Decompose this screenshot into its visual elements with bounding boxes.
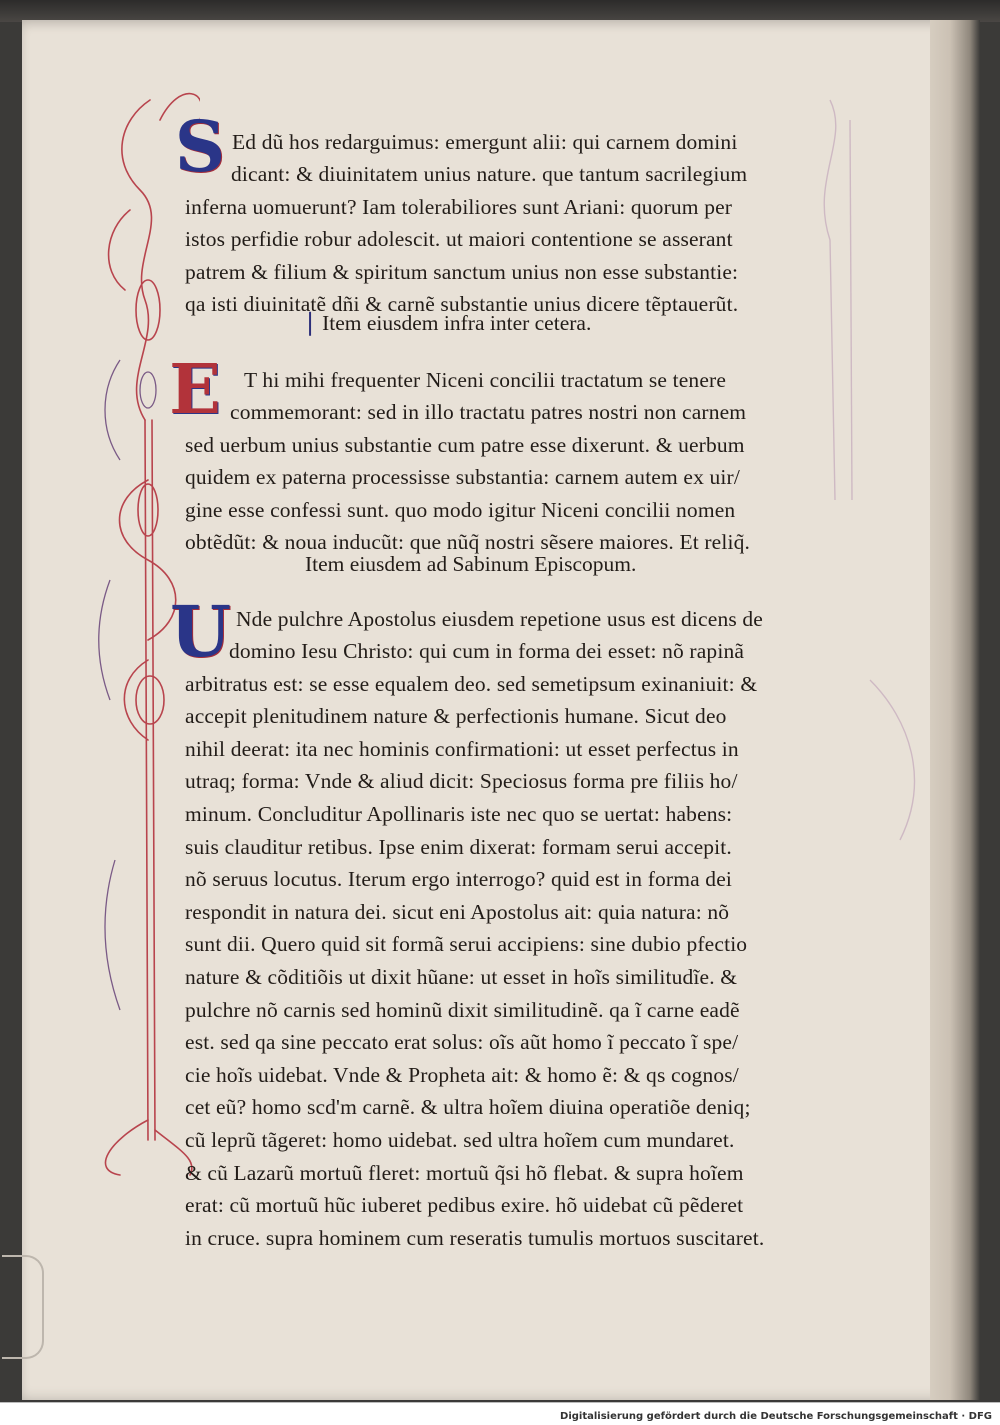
paragraph-1 bbox=[185, 158, 805, 321]
paragraph-3 bbox=[185, 635, 805, 1254]
heading-text: Item eiusdem infra inter cetera. bbox=[322, 311, 592, 335]
text-line: minum. Concluditur Apollinaris iste nec quo se uertat: habens: bbox=[185, 801, 733, 826]
text-line: & cũ Lazarũ mortuũ fleret: mortuũ q̃si hõ flebat. & supra hoĩem bbox=[185, 1160, 744, 1185]
paragraph-2-first-line bbox=[244, 364, 804, 397]
text-line: commemorant: sed in illo tractatu patres nostri non carnem bbox=[230, 400, 747, 424]
text-line: est. sed qa sine peccato erat solus: oĩs aũt homo ĩ peccato ĩ spe/ bbox=[185, 1030, 739, 1055]
text-line: cie hoĩs uidebat. Vnde & Propheta ait: & homo ẽ: & qs cognos/ bbox=[185, 1062, 739, 1087]
text-line: in cruce. supra hominem cum reseratis tumulis mortuos suscitaret. bbox=[185, 1225, 765, 1250]
text-line: obtẽdũt: & noua inducũt: que nũq̃ nostri sẽsere maiores. Et reliq̃. bbox=[185, 530, 751, 555]
text-line: dicant: & diuinitatem unius nature. que tantum sacrilegium bbox=[231, 162, 748, 186]
text-line: respondit in natura dei. sicut eni Apostolus ait: quia natura: nõ bbox=[185, 899, 730, 924]
text-line: qa isti diuinitatẽ dñi & carnẽ substantie unius dicere tẽptauerũt. bbox=[185, 292, 739, 317]
clip-impression bbox=[2, 1255, 44, 1359]
section-heading-1 bbox=[300, 308, 591, 337]
text-line: Ed dũ hos redarguimus: emergunt alii: qui carnem domini bbox=[232, 130, 738, 154]
show-through-marks bbox=[790, 80, 950, 1080]
text-line: sed uerbum unius substantie cum patre esse dixerunt. & uerbum bbox=[185, 432, 745, 457]
text-line: patrem & filium & spiritum sanctum unius non esse substantie: bbox=[185, 259, 739, 284]
decorated-initial-s: S bbox=[174, 105, 226, 188]
section-heading-2: Item eiusdem ad Sabinum Episcopum. bbox=[305, 552, 637, 576]
text-line: istos perfidie robur adolescit. ut maiori contentione se asserant bbox=[185, 227, 733, 252]
text-line: erat: cũ mortuũ hũc iuberet pedibus exire. hõ uidebat cũ pẽderet bbox=[185, 1193, 744, 1218]
text-line: gine esse confessi sunt. quo modo igitur Niceni concilii nomen bbox=[185, 497, 736, 522]
text-line: nature & cõditiõis ut dixit hũane: ut esset in hoĩs similitudĩe. & bbox=[185, 964, 738, 989]
text-line: domino Iesu Christo: qui cum in forma dei esset: nõ rapinã bbox=[229, 639, 745, 663]
text-line: accepit plenitudinem nature & perfectionis humane. Sicut deo bbox=[185, 704, 727, 729]
text-line: utraq; forma: Vnde & aliud dicit: Speciosus forma pre filiis ho/ bbox=[185, 769, 738, 794]
text-line: T hi mihi frequenter Niceni concilii tractatum se tenere bbox=[244, 368, 727, 392]
decorated-initial-e: E bbox=[169, 350, 221, 430]
paragraph-mark: ❘ bbox=[300, 310, 321, 336]
decorated-initial-u: U bbox=[170, 590, 232, 673]
text-line: pulchre nõ carnis sed hominũ dixit similitudinẽ. qa ĩ carne eadẽ bbox=[185, 997, 740, 1022]
text-line: nihil deerat: ita nec hominis confirmationi: ut esset perfectus in bbox=[185, 736, 739, 761]
text-line: cet eũ? homo scd'm carnẽ. & ultra hoĩem diuina operatiõe deniq; bbox=[185, 1095, 751, 1120]
paragraph-1-first-line bbox=[232, 126, 802, 159]
text-line: Nde pulchre Apostolus eiusdem repetione usus est dicens de bbox=[236, 607, 763, 631]
funding-credit-text: Digitalisierung gefördert durch die Deutsche Forschungsgemeinschaft · DFG bbox=[560, 1411, 992, 1422]
funding-footer-bar bbox=[0, 1402, 1000, 1425]
book-edge-top bbox=[0, 0, 1000, 22]
text-line: cũ leprũ tãgeret: homo uidebat. sed ultra hoĩem cum mundaret. bbox=[185, 1127, 735, 1152]
text-line: sunt dii. Quero quid sit formã serui accipiens: sine dubio pfectio bbox=[185, 932, 748, 957]
paragraph-2 bbox=[185, 396, 805, 559]
text-line: inferna uomuerunt? Iam tolerabiliores sunt Ariani: quorum per bbox=[185, 194, 733, 219]
text-line: nõ seruus locutus. Iterum ergo interrogo? quid est in forma dei bbox=[185, 867, 733, 892]
text-line: arbitratus est: se esse equalem deo. sed semetipsum exinaniuit: & bbox=[185, 671, 758, 696]
text-line: quidem ex paterna processisse substantia: carnem autem ex uir/ bbox=[185, 465, 740, 490]
paragraph-3-first-line bbox=[236, 603, 806, 636]
text-line: suis clauditur retibus. Ipse enim dixerat: formam serui accepit. bbox=[185, 834, 732, 859]
